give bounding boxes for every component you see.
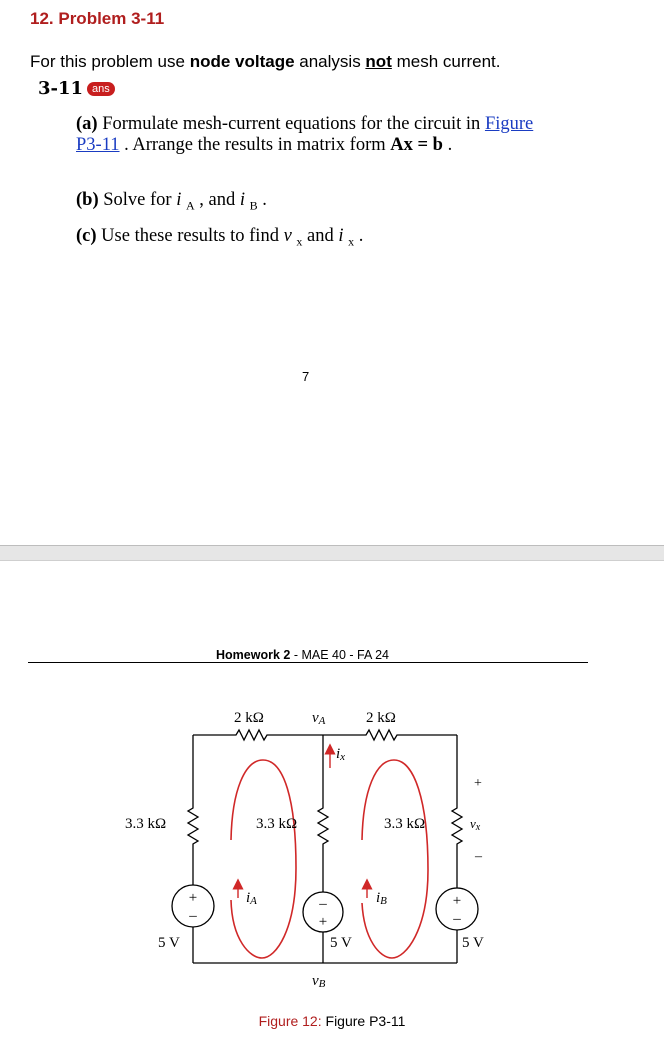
label-ix: ix [336,746,346,763]
problem-heading: 12. Problem 3-11 [30,9,165,28]
label-r-left: 3.3 kΩ [125,816,167,832]
page-number: 7 [302,369,310,384]
header-rule [28,662,588,663]
part-a: (a) Formulate mesh-current equations for the circuit in Figure P3-11 . Arrange the results in matrix form Ax = b . [76,114,534,155]
circuit-diagram [0,690,664,1010]
figure-caption: Figure 12: Figure P3-11 [258,1013,406,1029]
figure-link[interactable]: Figure P3-11 [76,114,534,155]
wire-right [452,735,462,963]
source-left-plus: + [188,890,198,906]
label-v-left: 5 V [158,935,180,951]
label-ia: iA [246,890,257,907]
source-left-minus: – [189,908,197,924]
wire-left [188,735,198,963]
mesh-loop-a [231,760,296,958]
label-r-right: 3.3 kΩ [384,816,426,832]
page-header: Homework 2 - MAE 40 - FA 24 [216,648,389,662]
label-v-mid: 5 V [330,935,352,951]
wire-top [193,730,457,740]
label-ib: iB [376,890,387,907]
page-divider [0,545,664,561]
label-vx: vx [470,816,481,833]
label-node-b: vB [312,973,326,990]
label-node-a: vA [312,710,326,727]
mesh-loop-b [362,760,428,958]
instruction-text: For this problem use node voltage analysis not mesh current. [30,52,501,71]
problem-number: 3-11 ans [38,78,115,99]
label-v-right: 5 V [462,935,484,951]
source-mid-minus: – [319,896,327,912]
source-right-plus: + [452,893,462,909]
label-r-top-right: 2 kΩ [366,710,396,726]
label-vx-plus: + [474,776,482,791]
answer-badge[interactable]: ans [87,82,115,96]
part-c: (c) Use these results to find v $_x$ and i $_x$ . [76,226,364,249]
label-r-top-left: 2 kΩ [234,710,264,726]
source-right-minus: – [453,911,461,927]
label-vx-minus: – [475,849,482,864]
label-r-mid: 3.3 kΩ [256,816,298,832]
source-mid-plus: + [318,914,328,930]
part-b: (b) Solve for i $_A$ , and i $_B$ . [76,190,267,213]
